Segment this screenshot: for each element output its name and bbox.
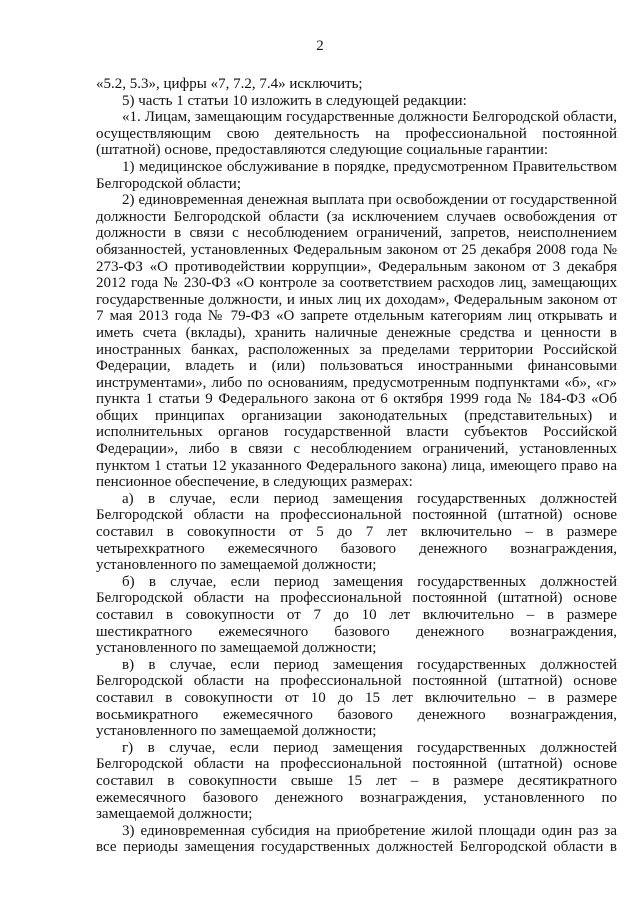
paragraph-clause-1: «1. Лицам, замещающим государственные должности Белгородской области, осуществляющим свою деятельность на профессиональной постоянной (штатной) основе, предоставляются следующие социальные гарантии:: [96, 109, 617, 159]
paragraph-subitem-g: г) в случае, если период замещения государственных должностей Белгородской области на профессиональной постоянной (штатной) основе составил в совокупности свыше 15 лет – в размере десятикратного ежемесячного базового денежного вознаграждения, установленного по замещаемой должности;: [96, 739, 617, 823]
paragraph-subitem-a: а) в случае, если период замещения государственных должностей Белгородской области на профессиональной постоянной (штатной) основе составил в совокупности от 5 до 7 лет включительно – в размере четырехкратного ежемесячного базового денежного вознаграждения, установленного по замещаемой должности;: [96, 490, 617, 574]
paragraph-subitem-3: 3) единовременная субсидия на приобретение жилой площади один раз за все периоды замещения государственных должностей Белгородской области в: [96, 822, 617, 856]
paragraph-subitem-1: 1) медицинское обслуживание в порядке, предусмотренном Правительством Белгородской области;: [96, 158, 617, 192]
paragraph-continuation: «5.2, 5.3», цифры «7, 7.2, 7.4» исключить;: [96, 76, 363, 92]
paragraph-subitem-v: в) в случае, если период замещения государственных должностей Белгородской области на профессиональной постоянной (штатной) основе составил в совокупности от 10 до 15 лет включительно – в размере восьмикратного ежемесячного базового денежного вознаграждения, установленного по замещаемой должности;: [96, 656, 617, 740]
paragraph-subitem-2: 2) единовременная денежная выплата при освобождении от государственной должности Белгородской области (за исключением случаев освобождения от должности в связи с несоблюдением ограничений, запретов, неисполнением обязанностей, установленных Федеральным законом от 25 декабря 2008 года № 273-ФЗ «О противодействии коррупции», Федеральным законом от 3 декабря 2012 года № 230-ФЗ «О контроле за соответствием расходов лиц, замещающих государственные должности, и иных лиц их доходам», Федеральным законом от 7 мая 2013 года № 79-ФЗ «О запрете отдельным категориям лиц открывать и иметь счета (вклады), хранить наличные денежные средства и ценности в иностранных банках, расположенных за пределами территории Российской Федерации, владеть и (или) пользоваться иностранными финансовыми инструментами», либо по основаниям, предусмотренным подпунктами «б», «г» пункта 1 статьи 9 Федерального закона от 6 октября 1999 года № 184-ФЗ «Об общих принципах организации законодательных (представительных) и исполнительных органов государственной власти субъектов Российской Федерации», либо в связи с несоблюдением ограничений, установленных пунктом 1 статьи 12 указанного Федерального закона) лица, имеющего право на пенсионное обеспечение, в следующих размерах:: [96, 192, 617, 491]
paragraph-item-5: 5) часть 1 статьи 10 изложить в следующей редакции:: [122, 92, 467, 109]
page-number: 2: [316, 38, 324, 54]
paragraph-subitem-b: б) в случае, если период замещения государственных должностей Белгородской области на профессиональной постоянной (штатной) основе составил в совокупности от 7 до 10 лет включительно – в размере шестикратного ежемесячного базового денежного вознаграждения, установленного по замещаемой должности;: [96, 573, 617, 657]
document-body: [96, 76, 617, 856]
